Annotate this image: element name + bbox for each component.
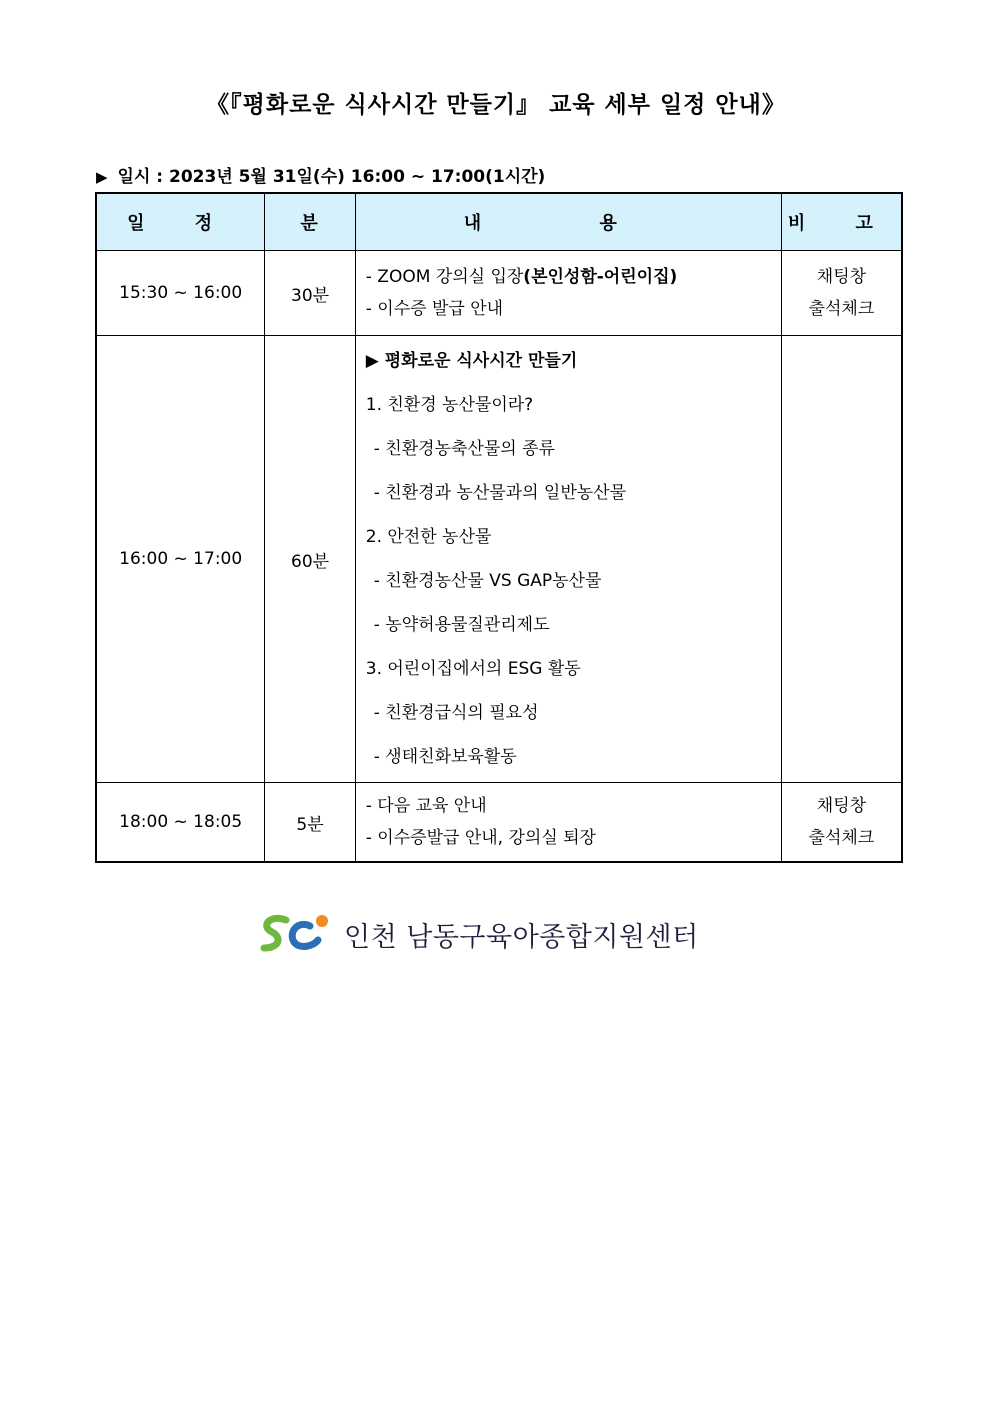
date-text: 일시 : 2023년 5월 31일(수) 16:00 ~ 17:00(1시간) (117, 167, 546, 187)
row-content (355, 336, 781, 783)
header-minutes: 분 (265, 193, 355, 251)
nam-dong-gu-logo-icon (258, 912, 334, 956)
row-minutes: 5분 (265, 783, 355, 863)
organization-name: 인천 남동구육아종합지원센터 (344, 921, 699, 953)
table-header-row (96, 193, 902, 251)
table-row (96, 251, 902, 336)
content-heading: ▶ 평화로운 식사시간 만들기 (365, 351, 578, 371)
list-item: - 생태친화보육활동 (373, 747, 517, 767)
row-minutes: 30분 (265, 251, 355, 336)
row-time: 18:00 ~ 18:05 (96, 783, 265, 863)
list-item: - 친환경급식의 필요성 (373, 703, 539, 723)
arrow-right-icon: ▶ (96, 168, 108, 186)
list-item: 3. 어린이집에서의 ESG 활동 (365, 659, 581, 679)
list-item: - 친환경농축산물의 종류 (373, 439, 555, 459)
row-content: - ZOOM 강의실 입장(본인성함-어린이집) - 이수증 발급 안내 (355, 251, 781, 336)
table-row (96, 783, 902, 863)
row-note: 채팅창 출석체크 (781, 251, 902, 336)
date-line (96, 162, 545, 187)
page-title: 《『평화로운 식사시간 만들기』 교육 세부 일정 안내》 (206, 92, 786, 118)
table-row (96, 336, 902, 783)
row-note (781, 336, 902, 783)
header-content: 내 용 (355, 193, 781, 251)
list-item: 1. 친환경 농산물이라? (365, 395, 534, 415)
list-item: 2. 안전한 농산물 (365, 527, 492, 547)
list-item: - 친환경과 농산물과의 일반농산물 (373, 483, 627, 503)
header-time: 일 정 (96, 193, 265, 251)
row-time: 15:30 ~ 16:00 (96, 251, 265, 336)
row-note: 채팅창 출석체크 (781, 783, 902, 863)
row-content: - 다음 교육 안내 - 이수증발급 안내, 강의실 퇴장 (355, 783, 781, 863)
footer (258, 912, 699, 956)
row-time: 16:00 ~ 17:00 (96, 336, 265, 783)
schedule-table (95, 192, 903, 863)
list-item: - 농약허용물질관리제도 (373, 615, 550, 635)
row-minutes: 60분 (265, 336, 355, 783)
list-item: - 친환경농산물 VS GAP농산물 (373, 571, 602, 591)
header-note: 비 고 (781, 193, 902, 251)
